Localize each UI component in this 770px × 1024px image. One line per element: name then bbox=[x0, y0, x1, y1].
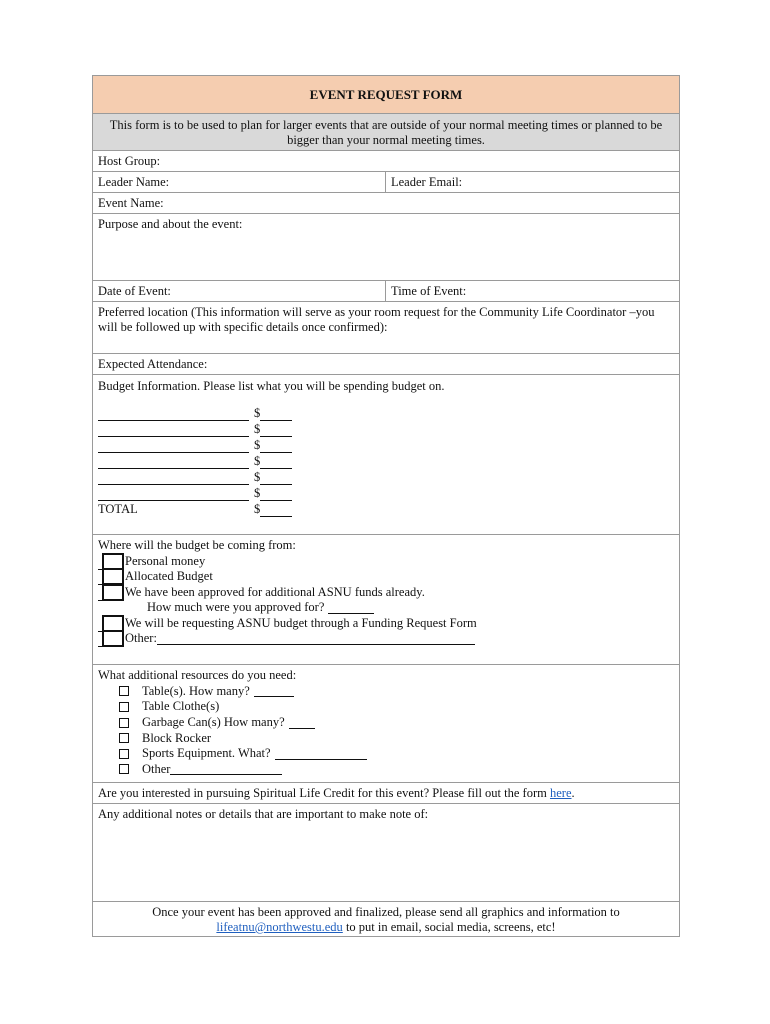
dollar-sign: $ bbox=[254, 406, 261, 420]
footer-email-link[interactable]: lifeatnu@northwestu.edu bbox=[216, 920, 343, 934]
resources-section bbox=[93, 664, 679, 782]
budget-source-section bbox=[93, 534, 679, 664]
budget-amount-blank[interactable] bbox=[260, 457, 292, 469]
budget-line[interactable] bbox=[98, 453, 674, 469]
resource-label: Table Clothe(s) bbox=[142, 699, 220, 714]
dollar-sign: $ bbox=[254, 438, 261, 452]
source-other-label: Other: bbox=[125, 631, 157, 646]
resource-item-garbage[interactable] bbox=[98, 715, 674, 731]
budget-amount-blank[interactable] bbox=[260, 489, 292, 501]
checkbox-icon[interactable] bbox=[119, 718, 129, 728]
resource-label: Table(s). How many? bbox=[142, 683, 250, 698]
notes-label: Any additional notes or details that are important to make note of: bbox=[98, 807, 429, 821]
source-personal-label: Personal money bbox=[125, 553, 206, 568]
resources-heading: What additional resources do you need: bbox=[98, 668, 297, 682]
spiritual-credit-text: Are you interested in pursuing Spiritual Life Credit for this event? Please fill out the form bbox=[98, 785, 547, 800]
budget-line[interactable] bbox=[98, 421, 674, 437]
budget-heading: Budget Information. Please list what you will be spending budget on. bbox=[98, 379, 445, 393]
resource-label: Garbage Can(s) How many? bbox=[142, 715, 285, 730]
leader-email-label: Leader Email: bbox=[391, 174, 463, 189]
time-field[interactable] bbox=[386, 281, 679, 301]
budget-item-blank[interactable] bbox=[98, 409, 249, 421]
host-group-field[interactable] bbox=[93, 150, 679, 171]
resource-blank[interactable] bbox=[254, 685, 294, 697]
purpose-field[interactable] bbox=[93, 213, 679, 280]
form-intro: This form is to be used to plan for larger events that are outside of your normal meeting times or planned to be bigger than your normal meeting times. bbox=[93, 113, 679, 150]
source-allocated-label: Allocated Budget bbox=[125, 569, 213, 584]
budget-amount-blank[interactable] bbox=[260, 425, 292, 437]
checkbox[interactable] bbox=[102, 553, 124, 570]
checkbox-icon[interactable] bbox=[119, 764, 129, 774]
source-other-blank[interactable] bbox=[157, 633, 475, 645]
approved-amount-row bbox=[98, 600, 674, 616]
source-heading: Where will the budget be coming from: bbox=[98, 538, 296, 553]
approved-amount-label: How much were you approved for? bbox=[147, 600, 325, 615]
resource-blank[interactable] bbox=[275, 748, 367, 760]
budget-line[interactable] bbox=[98, 405, 674, 421]
budget-lines bbox=[98, 405, 674, 517]
resource-label: Sports Equipment. What? bbox=[142, 746, 271, 761]
budget-total-line[interactable] bbox=[98, 501, 674, 517]
source-requesting-label: We will be requesting ASNU budget through a Funding Request Form bbox=[125, 615, 477, 630]
leader-name-field[interactable] bbox=[93, 172, 386, 192]
budget-item-blank[interactable] bbox=[98, 489, 249, 501]
budget-item-blank[interactable] bbox=[98, 473, 249, 485]
budget-item-blank[interactable] bbox=[98, 425, 249, 437]
source-other-option[interactable] bbox=[98, 631, 674, 647]
leader-row bbox=[93, 171, 679, 192]
location-field[interactable] bbox=[93, 301, 679, 353]
checkbox[interactable] bbox=[102, 615, 124, 632]
dollar-sign: $ bbox=[254, 486, 261, 500]
date-field[interactable] bbox=[93, 281, 386, 301]
host-group-label: Host Group: bbox=[98, 153, 161, 168]
budget-line[interactable] bbox=[98, 485, 674, 501]
budget-item-blank[interactable] bbox=[98, 441, 249, 453]
resource-item-other[interactable] bbox=[98, 762, 674, 778]
resource-item-tables[interactable] bbox=[98, 684, 674, 700]
footer-line: Once your event has been approved and finalized, please send all graphics and information to bbox=[152, 905, 620, 919]
resource-item-block-rocker[interactable] bbox=[98, 730, 674, 746]
dollar-sign: $ bbox=[254, 422, 261, 436]
checkbox[interactable] bbox=[102, 584, 124, 601]
checkbox[interactable] bbox=[102, 568, 124, 585]
budget-amount-blank[interactable] bbox=[260, 473, 292, 485]
footer-line-end: to put in email, social media, screens, etc! bbox=[342, 920, 556, 934]
checkbox-icon[interactable] bbox=[119, 749, 129, 759]
dollar-sign: $ bbox=[254, 454, 261, 468]
footer-instructions bbox=[93, 901, 679, 936]
budget-total-blank[interactable] bbox=[260, 505, 292, 517]
budget-amount-blank[interactable] bbox=[260, 441, 292, 453]
source-approved-label: We have been approved for additional ASNU funds already. bbox=[125, 584, 425, 599]
resource-item-tablecloths[interactable] bbox=[98, 699, 674, 715]
approved-amount-blank[interactable] bbox=[328, 602, 374, 614]
spiritual-period: . bbox=[571, 785, 575, 800]
resource-label: Other bbox=[142, 761, 171, 776]
resource-label: Block Rocker bbox=[142, 730, 212, 745]
leader-name-label: Leader Name: bbox=[98, 174, 170, 189]
checkbox-icon[interactable] bbox=[119, 702, 129, 712]
source-requesting-option[interactable] bbox=[98, 616, 674, 632]
budget-amount-blank[interactable] bbox=[260, 409, 292, 421]
dollar-sign: $ bbox=[254, 470, 261, 484]
location-label: Preferred location (This information will serve as your room request for the Community Life Coordinator –you will be followed up with specific details once confirmed): bbox=[98, 305, 655, 334]
event-request-form bbox=[92, 75, 680, 937]
leader-email-field[interactable] bbox=[386, 172, 679, 192]
resource-item-sports[interactable] bbox=[98, 746, 674, 762]
checkbox-icon[interactable] bbox=[119, 686, 129, 696]
spiritual-form-link[interactable]: here bbox=[549, 785, 572, 800]
source-personal-option[interactable] bbox=[98, 554, 674, 570]
budget-total-label: TOTAL bbox=[98, 502, 138, 516]
budget-item-blank[interactable] bbox=[98, 457, 249, 469]
resource-blank[interactable] bbox=[289, 717, 315, 729]
form-title: EVENT REQUEST FORM bbox=[93, 76, 679, 113]
resource-blank[interactable] bbox=[170, 763, 282, 775]
budget-line[interactable] bbox=[98, 469, 674, 485]
event-name-label: Event Name: bbox=[98, 195, 164, 210]
spiritual-credit-row bbox=[93, 782, 679, 803]
source-approved-option[interactable] bbox=[98, 585, 674, 601]
attendance-field[interactable] bbox=[93, 353, 679, 374]
dollar-sign: $ bbox=[254, 502, 261, 516]
budget-section bbox=[93, 374, 679, 534]
event-name-field[interactable] bbox=[93, 192, 679, 213]
budget-line[interactable] bbox=[98, 437, 674, 453]
checkbox-icon[interactable] bbox=[119, 733, 129, 743]
source-allocated-option[interactable] bbox=[98, 569, 674, 585]
date-label: Date of Event: bbox=[98, 283, 171, 298]
attendance-label: Expected Attendance: bbox=[98, 356, 208, 371]
checkbox[interactable] bbox=[102, 630, 124, 647]
notes-field[interactable] bbox=[93, 803, 679, 901]
time-label: Time of Event: bbox=[391, 283, 467, 298]
purpose-label: Purpose and about the event: bbox=[98, 217, 243, 231]
date-time-row bbox=[93, 280, 679, 301]
